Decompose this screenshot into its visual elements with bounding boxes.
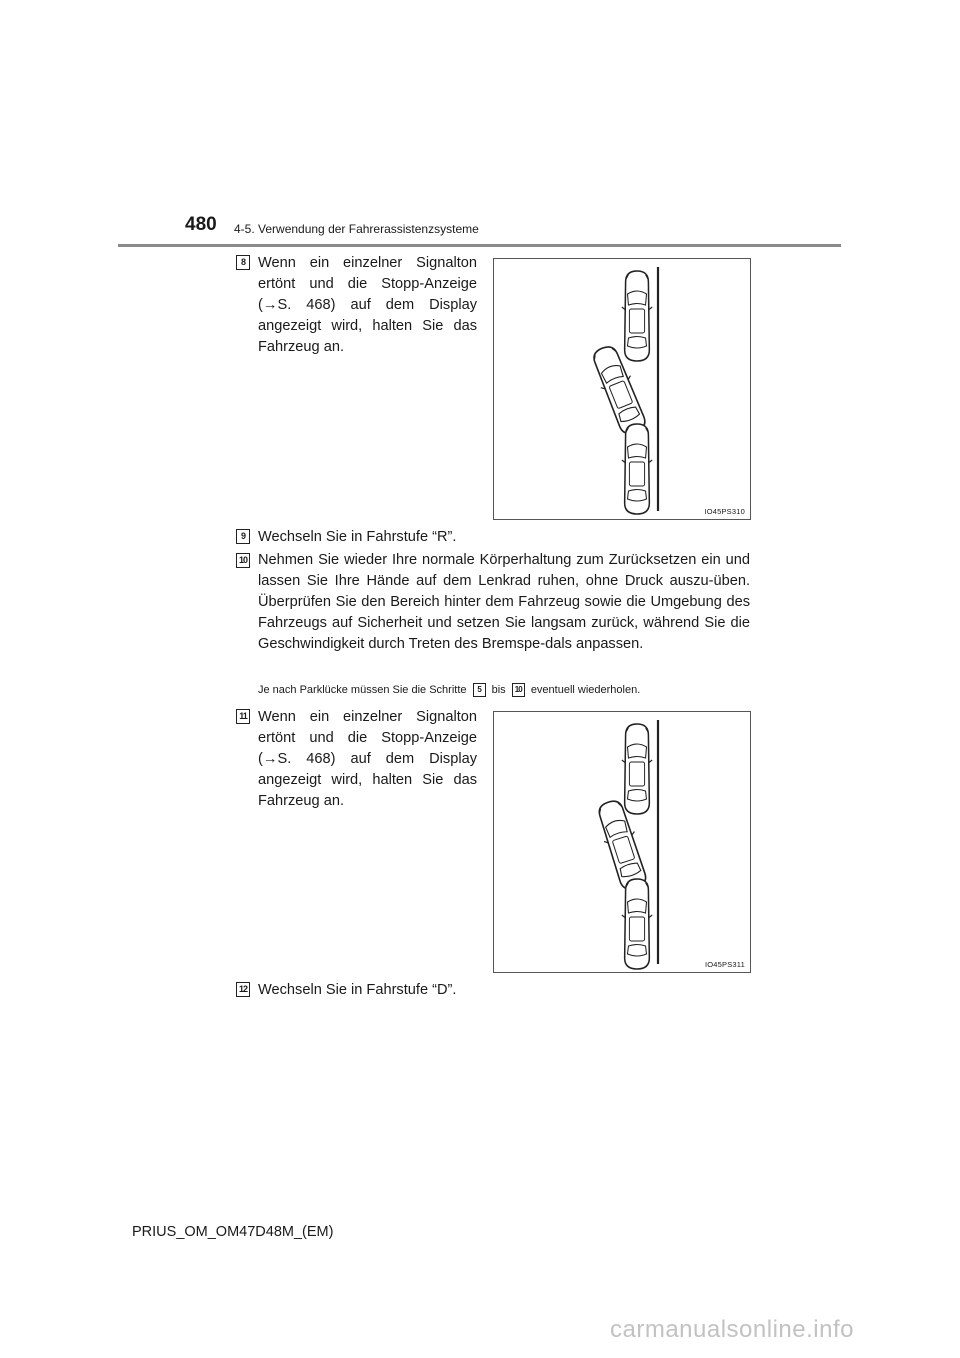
section-title: 4-5. Verwendung der Fahrerassistenzsysteme: [234, 222, 479, 236]
step-12-text: Wechseln Sie in Fahrstufe “D”.: [258, 982, 457, 998]
watermark[interactable]: carmanualsonline.info: [610, 1316, 854, 1343]
parked-car-rear: [622, 879, 652, 969]
step-8-text: Wenn ein einzelner Signalton ertönt und die Stopp-Anzeige (→S. 468) auf dem Display angezeigt wird, halten Sie das Fahrzeug an.: [258, 255, 477, 355]
step-9-text: Wechseln Sie in Fahrstufe “R”.: [258, 529, 457, 545]
header-divider: [118, 244, 841, 247]
note-text-before: Je nach Parklücke müssen Sie die Schritte: [258, 684, 467, 696]
footer-doc-id: PRIUS_OM_OM47D48M_(EM): [132, 1224, 334, 1240]
figure-parking-step-8: [493, 258, 751, 520]
figure-code-1: IO45PS310: [704, 507, 745, 516]
step-badge-9: 9: [236, 529, 250, 544]
step-badge-10: 10: [236, 553, 250, 568]
step-badge-12: 12: [236, 982, 250, 997]
parking-diagram-2: [494, 712, 750, 972]
parking-diagram-1: [494, 259, 750, 519]
note-text-after: eventuell wiederholen.: [530, 684, 641, 696]
parked-car-front: [622, 724, 652, 814]
parked-car-front: [622, 271, 652, 361]
parked-car-rear: [622, 424, 652, 514]
repeat-steps-note: [258, 683, 758, 697]
page-number: 480: [185, 214, 217, 235]
step-badge-11: 11: [236, 709, 250, 724]
note-badge-to: 10: [512, 683, 525, 697]
figure-parking-step-11: [493, 711, 751, 973]
step-11-text: Wenn ein einzelner Signalton ertönt und die Stopp-Anzeige (→S. 468) auf dem Display angezeigt wird, halten Sie das Fahrzeug an.: [258, 709, 477, 809]
note-text-between: bis: [491, 684, 506, 696]
step-badge-8: 8: [236, 255, 250, 270]
step-10-text: Nehmen Sie wieder Ihre normale Körperhaltung zum Zurücksetzen ein und lassen Sie Ihre Hände auf dem Lenkrad ruhen, ohne Druck auszu-üben. Überprüfen Sie den Bereich hinter dem Fahrzeug sowie die Umgebung des Fahrzeugs auf Sicherheit und setzen Sie langsam zurück, während Sie die Geschwindigkeit durch Treten des Bremspe-dals anpassen.: [258, 552, 750, 652]
figure-code-2: IO45PS311: [704, 960, 745, 969]
note-badge-from: 5: [473, 683, 486, 697]
